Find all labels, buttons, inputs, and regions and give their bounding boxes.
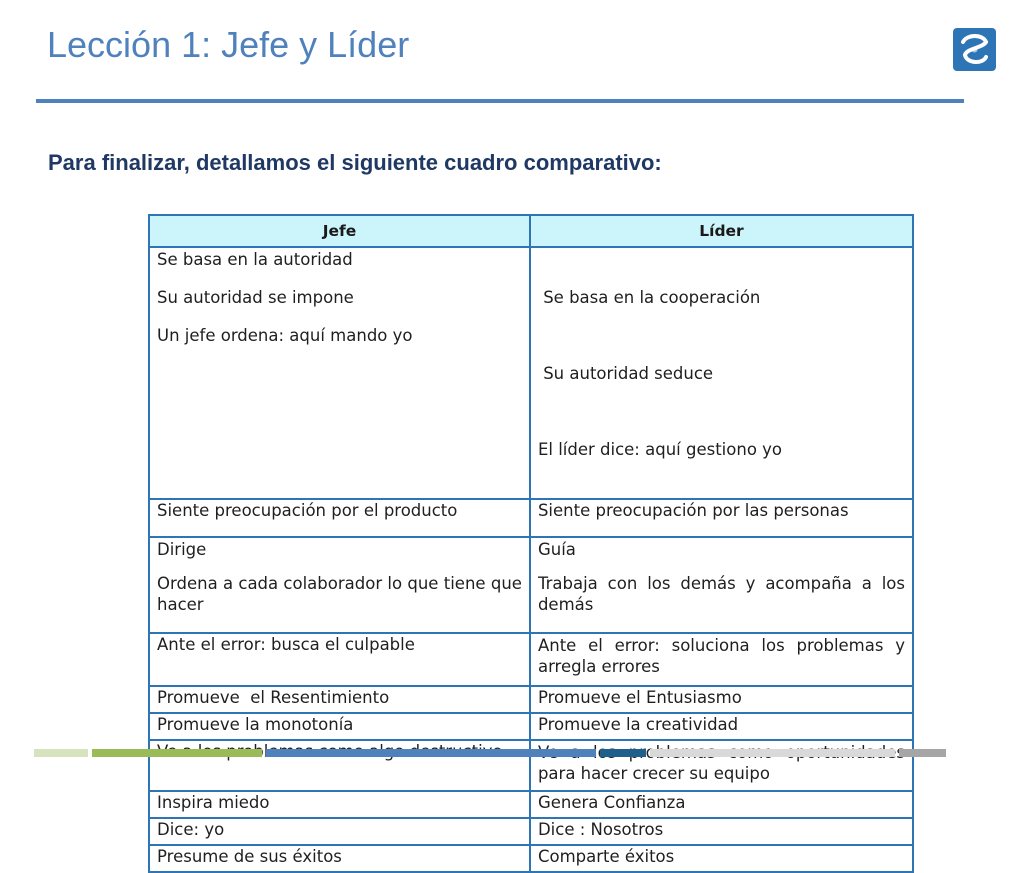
lider-cell: Ante el error: soluciona los problemas y arregla errores <box>530 633 913 686</box>
footer-segment <box>266 749 596 757</box>
comparison-table <box>148 214 914 873</box>
cell-line: Trabaja con los demás y acompaña a los demás <box>537 574 905 614</box>
table-row <box>149 791 913 818</box>
cell-line: Un jefe ordena: aquí mando yo <box>157 326 413 345</box>
table-row <box>149 818 913 845</box>
cell-line: Se basa en la autoridad <box>157 250 353 269</box>
table-row <box>149 499 913 537</box>
lider-cell: para hacer crecer su equipo <box>530 740 913 791</box>
lider-cell: Promueve la creatividad <box>530 713 913 740</box>
lider-cell: Genera Confianza <box>530 791 913 818</box>
table-row <box>149 713 913 740</box>
table-header-row <box>149 215 913 247</box>
jefe-cell: Dice: yo <box>149 818 530 845</box>
jefe-cell: Inspira miedo <box>149 791 530 818</box>
jefe-cell: Ante el error: busca el culpable <box>149 633 530 686</box>
jefe-cell: Promueve la monotonía <box>149 713 530 740</box>
jefe-cell <box>149 537 530 633</box>
footer-segment <box>34 749 88 757</box>
lider-cell <box>530 247 913 499</box>
footer-segment <box>899 749 946 757</box>
lider-cell <box>530 537 913 633</box>
footer-segment <box>600 749 646 757</box>
lider-cell: Siente preocupación por las personas <box>530 499 913 537</box>
cell-line: Su autoridad se impone <box>157 288 354 307</box>
jefe-cell: Presume de sus éxitos <box>149 845 530 872</box>
slide-subtitle: Para finalizar, detallamos el siguiente cuadro comparativo: <box>48 150 662 175</box>
cell-line: Ordena a cada colaborador lo que tiene que hacer <box>157 574 522 614</box>
table-row <box>149 845 913 872</box>
cell-line: Se basa en la cooperación <box>537 288 761 307</box>
cell-line: El líder dice: aquí gestiono yo <box>537 440 783 459</box>
swirl-logo-icon <box>953 28 996 71</box>
table-row <box>149 537 913 633</box>
lider-cell: Promueve el Entusiasmo <box>530 686 913 713</box>
header-lider: Líder <box>530 215 913 247</box>
jefe-cell <box>149 740 530 791</box>
footer-segment <box>92 749 262 757</box>
header-jefe: Jefe <box>149 215 530 247</box>
cell-line: Dirige <box>157 540 207 559</box>
lider-cell: Dice : Nosotros <box>530 818 913 845</box>
table-row <box>149 247 913 499</box>
cell-line: Su autoridad seduce <box>537 364 714 383</box>
jefe-cell <box>149 247 530 499</box>
title-underline <box>36 99 964 103</box>
cell-line: Guía <box>537 540 576 559</box>
table-row <box>149 686 913 713</box>
slide-title: Lección 1: Jefe y Líder <box>47 24 410 65</box>
table-row <box>149 633 913 686</box>
jefe-cell: Siente preocupación por el producto <box>149 499 530 537</box>
jefe-cell: Promueve el Resentimiento <box>149 686 530 713</box>
table-row <box>149 740 913 791</box>
footer-segment <box>650 749 895 757</box>
lider-cell: Comparte éxitos <box>530 845 913 872</box>
